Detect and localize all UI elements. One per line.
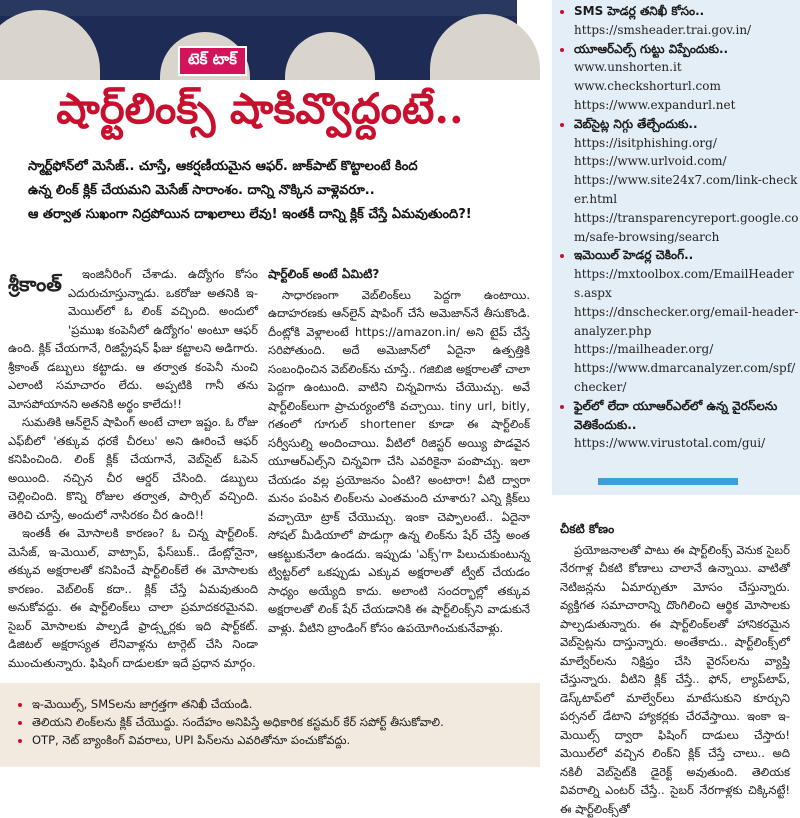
lede-line: స్మార్ట్‌ఫోన్‌లో మెసేజ్.. చూస్తే, ఆకర్షణీయమైన ఆఫర్. జాక్‌పాట్ కొట్టాలంటే కింద [28, 155, 528, 179]
sidebar-accent-bar [598, 478, 738, 485]
page-headline: షార్ట్‌లింక్స్ షాకివ్వొద్దంటే.. [0, 84, 520, 144]
hero-band [0, 0, 517, 16]
person-figure [430, 14, 540, 80]
resource-url[interactable]: https://mailheader.org/ [574, 340, 800, 359]
resource-title: ఫైల్‌లో లేదా యూఆర్ఎల్‌లో ఉన్న వైరస్‌లను వెతికేందుకు.. [574, 399, 777, 432]
tips-box [0, 683, 540, 767]
section-subhead: షార్ట్‌లింక్ అంటే ఏమిటి? [268, 265, 530, 284]
resource-url[interactable]: https://www.site24x7.com/link-checker.html [574, 171, 800, 209]
tips-list [0, 683, 540, 749]
resource-item [574, 397, 800, 453]
resource-url[interactable]: https://www.dmarcanalyzer.com/spf/checker/ [574, 359, 800, 397]
tip-item: • ఇ-మెయిల్స్, SMSలను జాగ్రత్తగా తనిఖీ చేయండి. [32, 695, 540, 713]
article-paragraph: ప్రయోజనాలతో పాటు ఈ షార్ట్‌లింక్స్ వెనుక సైబర్ నేరగాళ్ల చీకటి కోణాలు చాలానే ఉన్నాయి. వాటితో నెటిజన్లను ఏమార్చుతూ మోసం చేస్తున్నారు. వ్యక్తిగత సమాచారాన్ని దొంగిలించి ఆర్థిక మోసాలకు పాల్పడుతున్నారు. ఈ షార్ట్‌లింక్‌లతో హానికరమైన వెబ్‌సైట్లను దాస్తున్నారు. అంతేకాదు.. షార్ట్‌లింక్స్‌లో మాల్వేర్‌లను నిక్షిప్తం చేసి వైరస్‌లను వ్యాప్తి చేస్తున్నారు. వీటిని క్లిక్ చేస్తే.. ఫోన్, ల్యాప్‌టాప్, డెస్క్‌టాప్‌లో మాల్వేర్‌లు మాటేసుకుని కూర్చుని పర్సనల్ డేటాని హ్యాకర్లకు చేరవేస్తాయి. ఇంకా ఇ-మెయిల్స్ ద్వారా ఫిషింగ్ దాడులు చేస్తారు! మెయిల్‌లో వచ్చిన లింక్‌ని క్లిక్ చేస్తే చాలు.. అది నకిలీ వెబ్‌సైట్‌కి డైరెక్ట్ అవుతుంది. తెలియక వివరాల్ని ఎంటర్ చేస్తే.. సైబర్ నేరగాళ్లకు చిక్కినట్టే! ఈ షార్ట్‌లింక్స్‌తో [560, 541, 790, 818]
resource-title: వెబ్‌సైట్ల నిగ్గు తేల్చేందుకు.. [574, 117, 698, 131]
resource-url[interactable]: https://www.expandurl.net [574, 96, 800, 115]
article-paragraph: ఇంతకీ ఈ మోసాలకి కారణం? ఓ చిన్న షార్ట్‌లింక్. మెసేజ్, ఇ-మెయిల్, వాట్సాప్, ఫేస్‌బుక్.. డేంట్లోనైనా, తక్కువ అక్షరాలతో కనిపించే షార్ట్‌లింక్‌లే ఈ మోసాలకు కారణం. వెబ్‌లింక్ కదా.. క్లిక్ చేస్తే ఏమవుతుంది అనుకోవద్దు. ఈ షార్ట్‌లింక్‌లు చాలా ప్రమాదకరమైనవి. సైబర్ మోసాలకు పాల్పడే ఫ్రాడ్స్టర్లకు ఇది షార్ట్‌కట్. డిజిటల్ అక్షరాస్యత లేనివాళ్లను టార్గెట్ చేసి నిండా ముంచుతున్నారు. ఫిషింగ్ దాడులకూ ఇదే ప్రధాన మార్గం. [8, 524, 258, 672]
resource-url[interactable]: https://dnschecker.org/email-header-analyzer.php [574, 303, 800, 341]
article-paragraph: ఇంజినీరింగ్ చేశాడు. ఉద్యోగం కోసం ఎదురుచూస్తున్నాడు. ఒకరోజు అతనికి ఇ-మెయిల్‌లో ఓ లింక్ వచ్చింది. అందులో 'ప్రముఖ కంపెనీలో ఉద్యోగం' అంటూ ఆఫర్ ఉంది. క్లిక్ చేయగానే, రిజిస్ట్రేషన్ ఫీజు కట్టాలని అడిగారు. శ్రీకాంత్ డబ్బులు కట్టాడు. ఆ తర్వాత కంపెనీ నుంచి ఎలాంటి సమాచారం లేదు. అప్పటికి గానీ తను మోసపోయానని అతనికి అర్థం కాలేదు!! [8, 265, 258, 413]
resource-url[interactable]: https://transparencyreport.google.com/safe-browsing/search [574, 209, 800, 247]
right-column [560, 520, 790, 818]
resource-sidebar [552, 0, 800, 495]
resource-item [574, 2, 800, 40]
article-paragraph: సుమతికి ఆన్‌లైన్ షాపింగ్ అంటే చాలా ఇష్టం. ఓ రోజు ఎఫ్‌బీలో 'తక్కువ ధరకే చీరలు' అని ఊరించే ఆఫర్ కనిపించింది. లింక్ క్లిక్ చేయగానే, వెబ్‌సైట్ ఓపెన్ అయింది. నచ్చిన చీర ఆర్డర్ చేసింది. డబ్బులు చెల్లించింది. కొన్ని రోజుల తర్వాత, పార్సిల్ వచ్చింది. తెరిచి చూస్తే, అందులో నాసిరకం చీర ఉంది!! [8, 413, 258, 524]
middle-column [268, 265, 530, 637]
lede-line: ఆ తర్వాత సుఖంగా నిద్రపోయిన దాఖలాలు లేవు! ఇంతకీ దాన్ని క్లిక్ చేస్తే ఏమవుతుంది?! [28, 203, 528, 227]
resource-url[interactable]: www.checkshorturl.com [574, 77, 800, 96]
resource-url[interactable]: https://isitphishing.org/ [574, 134, 800, 153]
section-badge: టెక్ టాక్ [178, 46, 247, 76]
tip-item: • OTP, నెట్ బ్యాంకింగ్ వివరాలు, UPI పిన్‌లను ఎవరితోనూ పంచుకోవద్దు. [32, 731, 540, 749]
lede-block [28, 155, 528, 227]
resource-url[interactable]: https://mxtoolbox.com/EmailHeaders.aspx [574, 265, 800, 303]
lede-line: ఉన్న లింక్ క్లిక్ చేయమని మెసేజ్ సారాంశం. దాన్ని నొక్కిన వాళ్లెవరూ.. [28, 179, 528, 203]
left-column [8, 265, 258, 672]
resource-url[interactable]: www.unshorten.it [574, 58, 800, 77]
resource-item [574, 246, 800, 396]
section-subhead: చీకటి కోణం [560, 520, 790, 539]
person-figure [285, 32, 375, 80]
tip-item: • తెలియని లింక్‌లను క్లిక్ చేయొద్దు. సందేహం అనిపిస్తే అధికారిక కస్టమర్ కేర్ సపోర్ట్ తీసుకోవాలి. [32, 713, 540, 731]
author-byline: శ్రీకాంత్ [8, 275, 62, 327]
resource-url[interactable]: https://smsheader.trai.gov.in/ [574, 21, 800, 40]
resource-title: SMS హెడర్ల తనిఖీ కోసం.. [574, 4, 704, 18]
article-paragraph: సాధారణంగా వెబ్‌లింక్‌లు పెద్దగా ఉంటాయి. ఉదాహరణకు ఆన్‌లైన్ షాపింగ్ చేసే అమెజాన్‌నే తీసుకొండి. దీంట్లోకి వెళ్లాలంటే https://amazon.in/ అని టైప్ చేస్తే సరిపోతుంది. అదే అమెజాన్‌లో ఏదైనా ఉత్పత్తికి సంబంధించిన వెబ్‌లింక్‌ను చూస్తే.. గజిబిజి అక్షరాలతో చాలా పెద్దగా ఉంటుంది. వాటిని చిన్నవిగాను చేయొచ్చు. అవే షార్ట్‌లింక్‌లుగా ప్రాచుర్యంలోకి వచ్చాయి. tiny url, bitly, గతంలో గూగుల్ shortener కూడా ఈ షార్ట్‌లింక్ సర్వీసుల్ని అందించాయి. వీటిలో రిజిస్టర్ అయ్యి పొడవైన యూఆర్ఎల్స్‌ని చిన్నవిగా చేసి ఎవరికైనా పంపొచ్చు. ఇలా చేయడం వల్ల ప్రయోజనం ఏంటి? అంటారా! వీటి ద్వారా మనం పంపిన లింక్‌లను ఎంతమంది చూశారు? ఎన్ని క్లిక్‌లు వచ్చాయో ట్రాక్ చేయొచ్చు. ఇంకా చెప్పాలంటే.. ఏదైనా సోషల్ మీడియాలో పొడుగ్గా ఉన్న లింక్‌ను షేర్ చేస్తే అంత ఆకట్టుకునేలా ఉండదు. ఇప్పుడు 'ఎక్స్'గా పిలుచుకుంటున్న ట్విట్టర్‌లో ఒకప్పుడు ఎక్కువ అక్షరాలతో ట్వీట్ చేయడం సాధ్యం అయ్యేది కాదు. అలాంటి సందర్భాల్లో తక్కువ అక్షరాలతో లింక్ షేర్ చేయడానికి ఈ షార్ట్‌లింక్స్‌ని వాడుకునే వాళ్లు. వీటిని బ్రాండింగ్ కోసం ఉపయోగించుకునేవాళ్లు. [268, 286, 530, 638]
resource-url[interactable]: https://www.urlvoid.com/ [574, 152, 800, 171]
resource-title: ఇమెయిల్ హెడర్ల చెకింగ్.. [574, 248, 693, 262]
resource-title: యూఆర్ఎల్స్ గుట్టు విప్పేందుకు.. [574, 42, 728, 56]
resource-url[interactable]: https://www.virustotal.com/gui/ [574, 434, 800, 453]
person-figure [0, 10, 100, 80]
resource-item [574, 40, 800, 115]
resource-item [574, 115, 800, 247]
hero-illustration [0, 0, 517, 80]
resource-list [552, 0, 800, 453]
